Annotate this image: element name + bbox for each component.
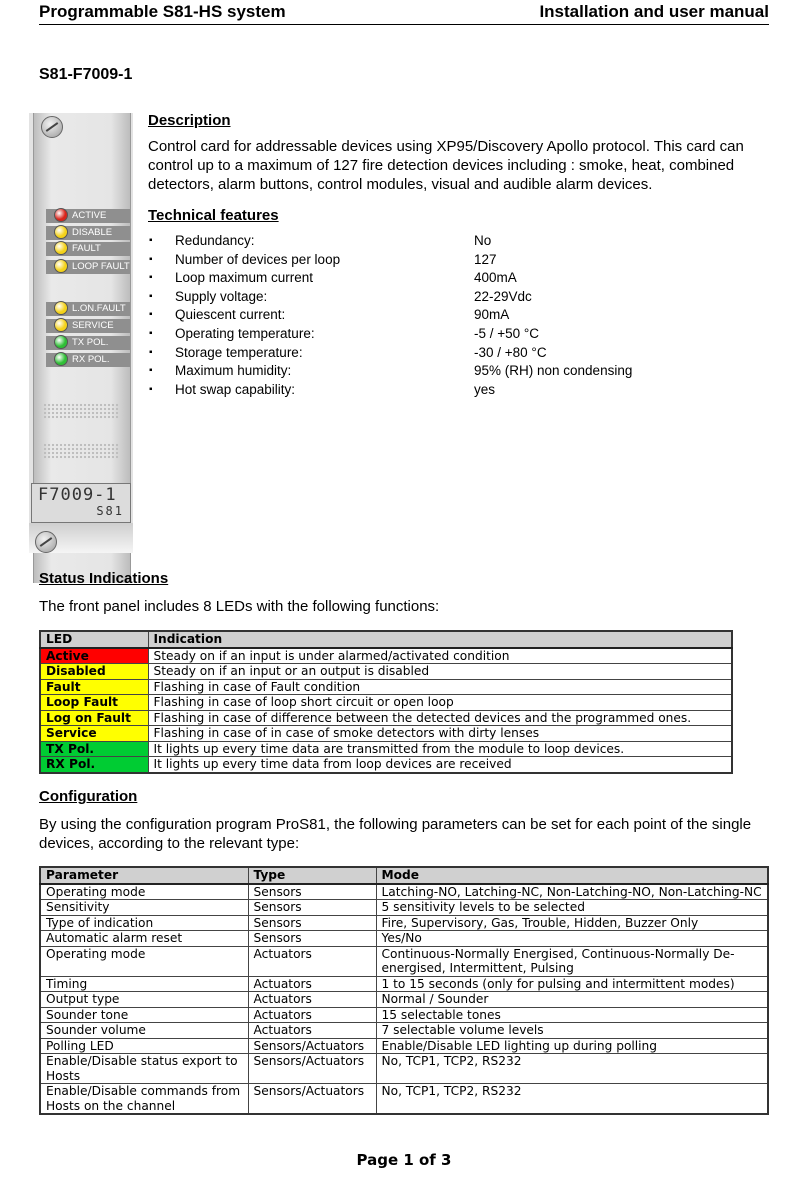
bullet-icon: ▪ [149,272,153,284]
table-row [40,946,768,976]
feature-item [148,269,768,288]
bullet-icon: ▪ [149,309,153,321]
table-row [40,710,732,726]
feature-value: -30 / +80 °C [474,344,547,360]
indication-cell: Flashing in case of loop short circuit or open loop [148,695,732,711]
table-row [40,695,732,711]
feature-value: -5 / +50 °C [474,325,540,341]
config-table [39,866,769,1115]
panel-led-label: FAULT [46,242,130,256]
table-row [40,900,768,916]
table-row [40,884,768,900]
feature-value: 400mA [474,270,517,286]
table-row [40,757,732,773]
status-intro: The front panel includes 8 LEDs with the following functions: [39,598,440,615]
feature-value: 22-29Vdc [474,288,532,304]
type-cell: Sensors/Actuators [248,1054,376,1084]
type-cell: Sensors [248,931,376,947]
parameter-cell: Sensitivity [40,900,248,916]
feature-key: Redundancy: [175,233,255,248]
indication-cell: Flashing in case of in case of smoke detectors with dirty lenses [148,726,732,742]
led-dot-icon [54,208,68,222]
feature-key: Supply voltage: [175,288,268,304]
mode-cell: No, TCP1, TCP2, RS232 [376,1084,768,1115]
parameter-cell: Output type [40,992,248,1008]
mode-cell: 1 to 15 seconds (only for pulsing and intermittent modes) [376,976,768,992]
header-left: Programmable S81-HS system [39,2,286,21]
table-row [40,726,732,742]
mode-cell: Latching-NO, Latching-NC, Non-Latching-NO, Non-Latching-NC [376,884,768,900]
feature-item [148,344,768,363]
led-cell: Active [40,648,148,664]
panel-led [38,209,128,223]
config-title: Configuration [39,788,138,805]
led-cell: RX Pol. [40,757,148,773]
led-cell: Disabled [40,664,148,680]
bullet-icon: ▪ [149,327,153,339]
type-cell: Sensors/Actuators [248,1038,376,1054]
type-cell: Actuators [248,992,376,1008]
feature-value: 90mA [474,307,510,323]
mode-cell: No, TCP1, TCP2, RS232 [376,1054,768,1084]
feature-key: Number of devices per loop [175,251,341,267]
mode-cell: Yes/No [376,931,768,947]
panel-led-label: DISABLE [46,226,130,240]
bullet-icon: ▪ [149,235,153,246]
description-title: Description [148,112,231,129]
feature-key: Maximum humidity: [175,363,292,379]
table-row [40,741,732,757]
features-list [148,232,768,399]
led-dot-icon [54,352,68,366]
feature-key: Hot swap capability: [175,381,296,397]
type-cell: Sensors [248,915,376,931]
mode-cell: 15 selectable tones [376,1007,768,1023]
panel-led [38,319,128,333]
mode-cell: Normal / Sounder [376,992,768,1008]
feature-item [148,325,768,344]
feature-item [148,288,768,307]
indication-cell: Flashing in case of Fault condition [148,679,732,695]
column-header: Parameter [40,867,248,884]
feature-item [148,381,768,400]
feature-key: Quiescent current: [175,307,286,323]
panel-led [38,353,128,367]
led-dot-icon [54,301,68,315]
header-right: Installation and user manual [539,2,769,21]
led-dot-icon [54,241,68,255]
led-dot-icon [54,259,68,273]
table-row [40,679,732,695]
indication-cell: Steady on if an input is under alarmed/activated condition [148,648,732,664]
type-cell: Actuators [248,976,376,992]
table-row [40,1007,768,1023]
parameter-cell: Timing [40,976,248,992]
parameter-cell: Operating mode [40,884,248,900]
panel-led-label: LOOP FAULT [46,260,130,274]
led-cell: TX Pol. [40,741,148,757]
type-cell: Sensors [248,900,376,916]
panel-led [38,226,128,240]
panel-led [38,260,128,274]
type-cell: Sensors/Actuators [248,1084,376,1115]
top-screw-icon [41,116,63,138]
parameter-cell: Enable/Disable status export to Hosts [40,1054,248,1084]
type-cell: Actuators [248,1023,376,1039]
type-cell: Actuators [248,1007,376,1023]
table-row [40,931,768,947]
table-header-row [40,631,732,648]
feature-item [148,362,768,381]
page-footer: Page 1 of 3 [356,1151,452,1169]
feature-key: Storage temperature: [175,344,303,360]
led-cell: Fault [40,679,148,695]
status-title: Status Indications [39,570,169,587]
feature-key: Operating temperature: [175,325,315,341]
vent-grille [43,443,119,459]
indication-cell: Flashing in case of difference between the detected devices and the programmed ones. [148,710,732,726]
parameter-cell: Polling LED [40,1038,248,1054]
panel-led [38,302,128,316]
parameter-cell: Enable/Disable commands from Hosts on the channel [40,1084,248,1115]
bottom-screw-icon [35,531,57,553]
table-row [40,1084,768,1115]
indication-cell: It lights up every time data from loop devices are received [148,757,732,773]
status-table [39,630,733,774]
indication-cell: It lights up every time data are transmitted from the module to loop devices. [148,741,732,757]
type-cell: Sensors [248,884,376,900]
mode-cell: Enable/Disable LED lighting up during polling [376,1038,768,1054]
config-intro: By using the configuration program ProS81, the following parameters can be set for each point of the single devices, according to the relevant type: [39,816,752,852]
table-row [40,1038,768,1054]
model-plate [31,483,131,523]
led-dot-icon [54,318,68,332]
plate-model: F7009-1 [38,485,117,505]
vent-grille [43,403,119,419]
panel-led-label: TX POL. [46,336,130,350]
table-row [40,1023,768,1039]
type-cell: Actuators [248,946,376,976]
indication-cell: Steady on if an input or an output is disabled [148,664,732,680]
bullet-icon: ▪ [149,290,153,302]
bullet-icon: ▪ [149,365,153,377]
parameter-cell: Type of indication [40,915,248,931]
parameter-cell: Sounder volume [40,1023,248,1039]
bullet-icon: ▪ [149,383,153,395]
panel-led [38,242,128,256]
feature-item [148,251,768,270]
table-row [40,915,768,931]
led-cell: Service [40,726,148,742]
table-row [40,976,768,992]
mode-cell: Fire, Supervisory, Gas, Trouble, Hidden, Buzzer Only [376,915,768,931]
panel-led-label: RX POL. [46,353,130,367]
mode-cell: 7 selectable volume levels [376,1023,768,1039]
panel-led [38,336,128,350]
panel-led-label: L.ON.FAULT [46,302,130,316]
panel-led-label: SERVICE [46,319,130,333]
bullet-icon: ▪ [149,253,153,265]
led-dot-icon [54,335,68,349]
table-row [40,648,732,664]
parameter-cell: Sounder tone [40,1007,248,1023]
panel-led-label: ACTIVE [46,209,130,223]
led-cell: Log on Fault [40,710,148,726]
led-cell: Loop Fault [40,695,148,711]
table-row [40,664,732,680]
description-text: Control card for addressable devices using XP95/Discovery Apollo protocol. This card can control up to a maximum of 127 fire detection devices including : smoke, heat, combined detectors, alarm buttons, control modules, visual and audible alarm devices. [148,138,744,193]
plate-series: S81 [96,504,124,518]
feature-value: No [474,233,492,248]
table-row [40,1054,768,1084]
feature-key: Loop maximum current [175,270,314,286]
parameter-cell: Automatic alarm reset [40,931,248,947]
page-header [39,0,769,25]
led-dot-icon [54,225,68,239]
feature-item [148,232,768,251]
mode-cell: Continuous-Normally Energised, Continuous-Normally De-energised, Intermittent, Pulsing [376,946,768,976]
feature-item [148,306,768,325]
column-header: Mode [376,867,768,884]
table-header-row [40,867,768,884]
front-panel-illustration [29,113,133,553]
bullet-icon: ▪ [149,346,153,358]
column-header: Indication [148,631,732,648]
column-header: Type [248,867,376,884]
feature-value: 95% (RH) non condensing [474,363,633,379]
column-header: LED [40,631,148,648]
parameter-cell: Operating mode [40,946,248,976]
table-row [40,992,768,1008]
features-title: Technical features [148,207,279,224]
feature-value: yes [474,381,496,397]
mode-cell: 5 sensitivity levels to be selected [376,900,768,916]
feature-value: 127 [474,251,497,267]
product-code: S81-F7009-1 [39,66,133,83]
